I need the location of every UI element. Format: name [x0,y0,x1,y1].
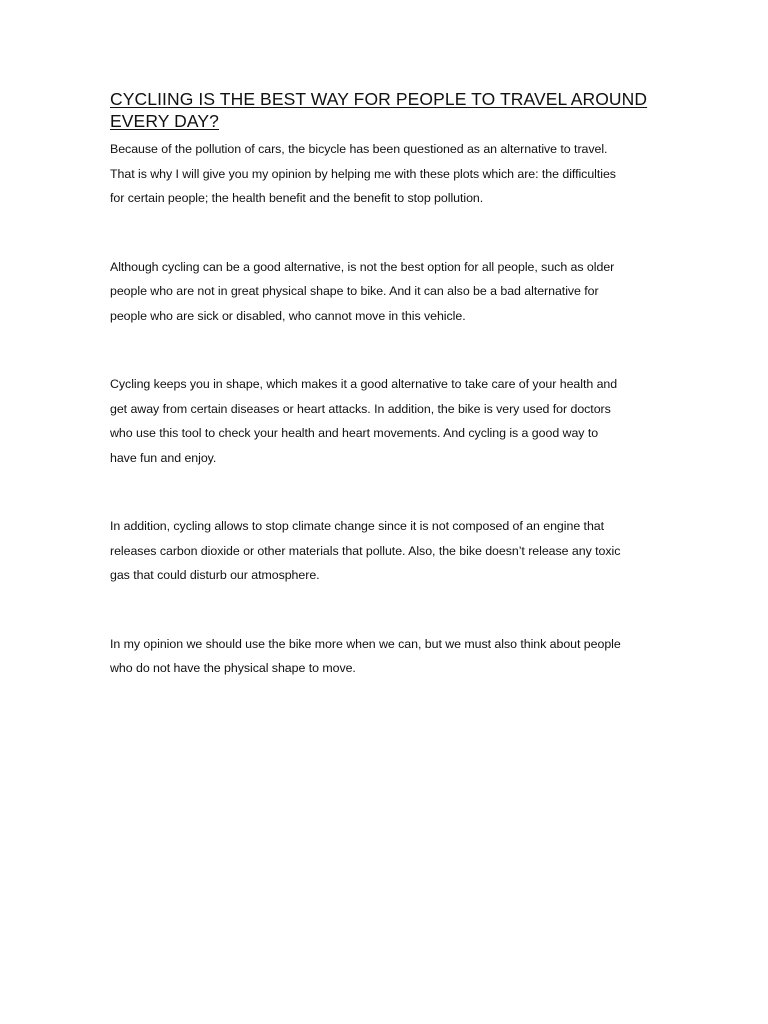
paragraph-difficulties [110,255,662,329]
document-title [110,88,662,132]
text-line: who do not have the physical shape to move. [110,661,356,675]
document-body [110,88,662,681]
title-line: CYCLIING IS THE BEST WAY FOR PEOPLE TO TRAVEL AROUND [110,89,648,109]
text-line: have fun and enjoy. [110,450,217,465]
text-line: Although cycling can be a good alternative, is not the best option for all people, such as older [110,259,615,274]
text-line: Because of the pollution of cars, the bicycle has been questioned as an alternative to travel. [110,142,608,156]
text-line: get away from certain diseases or heart attacks. In addition, the bike is very used for doctors [110,401,611,416]
text-line: gas that could disturb our atmosphere. [110,568,320,582]
text-line: people who are not in great physical shape to bike. And it can also be a bad alternative for [110,284,599,298]
text-line: Cycling keeps you in shape, which makes it a good alternative to take care of your health and [110,377,618,391]
text-line: That is why I will give you my opinion by helping me with these plots which are: the difficulties [110,166,616,181]
text-line: In addition, cycling allows to stop climate change since it is not composed of an engine that [110,519,605,533]
text-line: In my opinion we should use the bike more when we can, but we must also think about people [110,636,621,651]
text-line: releases carbon dioxide or other materials that pollute. Also, the bike doesn’t release any toxic [110,543,621,558]
paragraph-health [110,372,662,470]
paragraph-conclusion [110,632,662,681]
text-line: people who are sick or disabled, who cannot move in this vehicle. [110,308,466,323]
title-line: EVERY DAY? [110,111,219,131]
paragraph-pollution [110,514,662,588]
paragraph-introduction [110,137,662,211]
text-line: who use this tool to check your health and heart movements. And cycling is a good way to [110,426,599,440]
text-line: for certain people; the health benefit and the benefit to stop pollution. [110,191,484,205]
